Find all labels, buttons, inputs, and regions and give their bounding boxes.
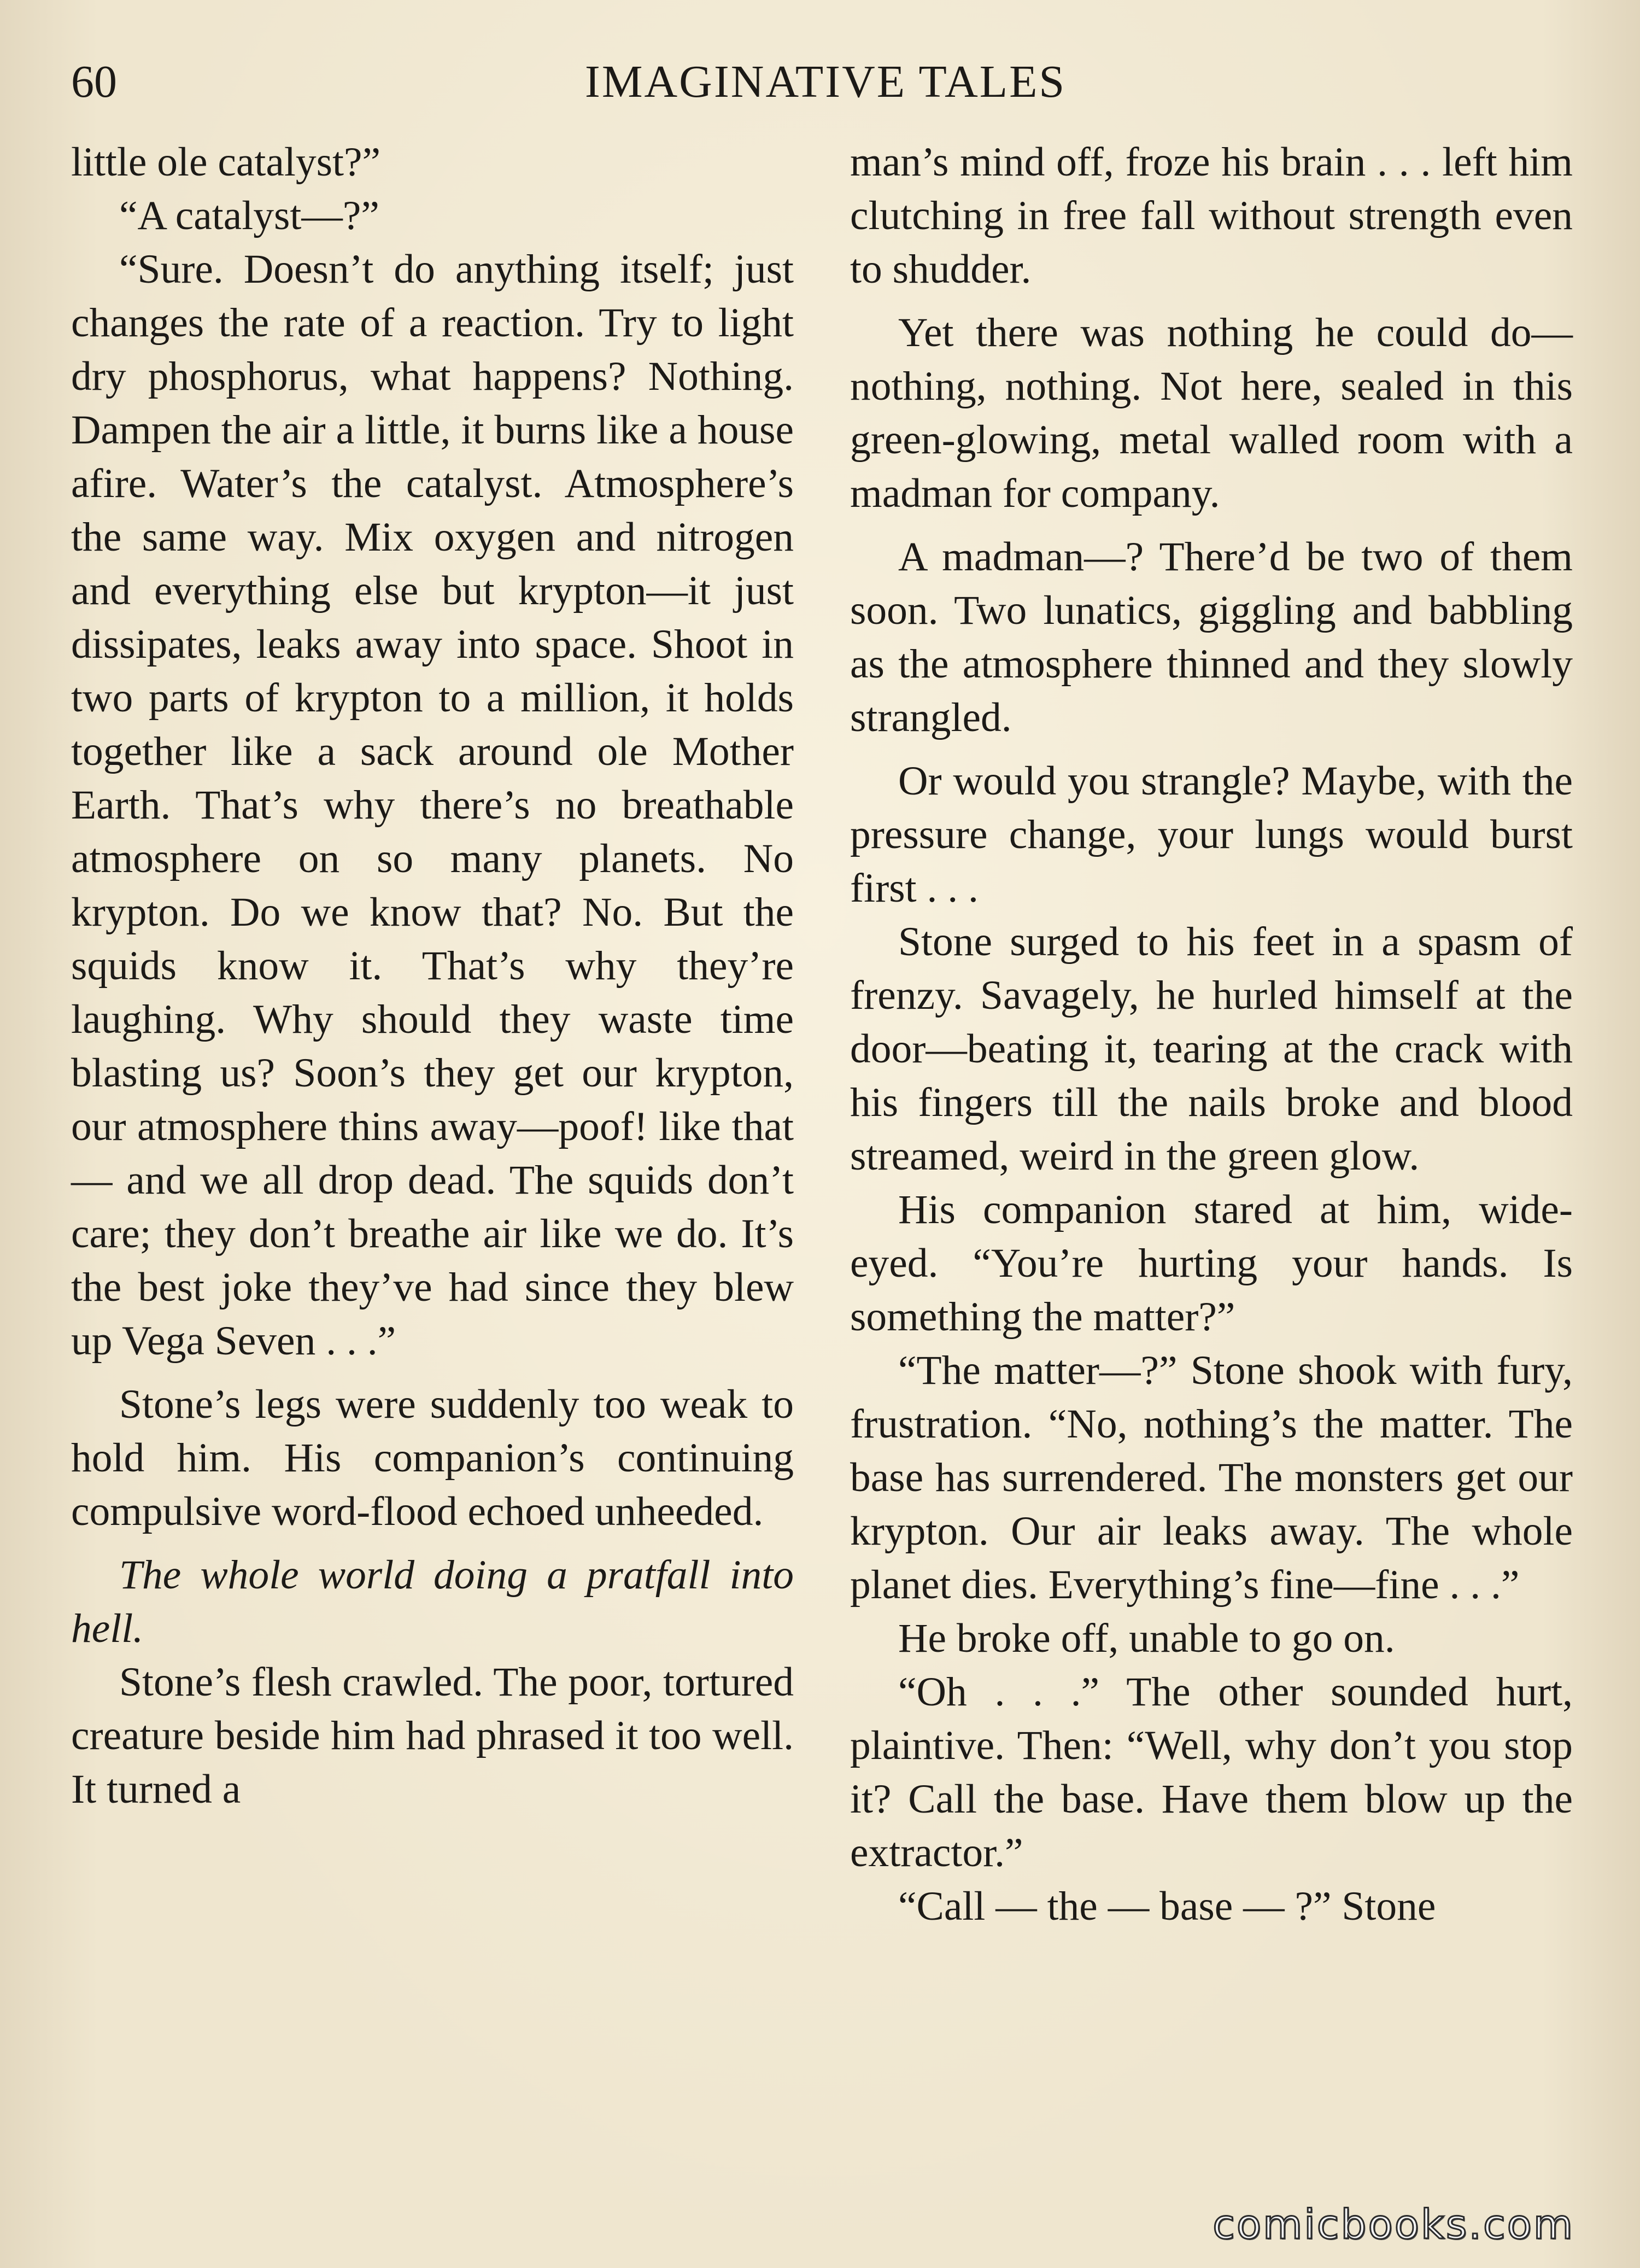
paragraph: “A catalyst—?”: [119, 193, 379, 238]
paragraph: Stone surged to his feet in a spasm of frenzy. Savagely, he hurled himself at the door—beating it, tearing at the crack with his fingers till the nails broke and blood streamed, weird in the green glow.: [850, 919, 1573, 1179]
paragraph: “Oh . . .” The other sounded hurt, plaintive. Then: “Well, why don’t you stop it? Call the base. Have them blow up the extractor.”: [850, 1669, 1573, 1875]
paragraph: Stone’s legs were suddenly too weak to hold him. His companion’s continuing compulsive word-flood echoed unheeded.: [71, 1382, 794, 1534]
right-text-column: [850, 136, 1573, 1933]
paragraph: The whole world doing a pratfall into hell.: [71, 1552, 794, 1651]
paragraph: Stone’s flesh crawled. The poor, tortured creature beside him had phrased it too well. It turned a: [71, 1659, 794, 1812]
paragraph: “The matter—?” Stone shook with fury, frustration. “No, nothing’s the matter. The base has surrendered. The monsters get our krypton. Our air leaks away. The whole planet dies. Everything’s fine—fine . . .”: [850, 1348, 1573, 1608]
paragraph: Or would you strangle? Maybe, with the pressure change, your lungs would burst first . . .: [850, 758, 1573, 911]
paragraph: man’s mind off, froze his brain . . . left him clutching in free fall without strength even to shudder.: [850, 139, 1573, 292]
paragraph: “Call — the — base — ?” Stone: [898, 1884, 1436, 1929]
page-header: [71, 52, 1580, 112]
paragraph: He broke off, unable to go on.: [898, 1616, 1395, 1661]
left-text-column: [71, 136, 794, 1816]
watermark-logo: comicbooks.com: [1213, 2201, 1574, 2248]
page-number: 60: [71, 56, 117, 107]
paragraph: A madman—? There’d be two of them soon. Two lunatics, giggling and babbling as the atmosphere thinned and they slowly strangled.: [850, 534, 1573, 740]
running-title: IMAGINATIVE TALES: [584, 56, 1067, 107]
paragraph: little ole catalyst?”: [71, 139, 380, 185]
paragraph: His companion stared at him, wide-eyed. “You’re hurting your hands. Is something the matter?”: [850, 1187, 1573, 1340]
paragraph: Yet there was nothing he could do—nothing, nothing. Not here, sealed in this green-glowing, metal walled room with a madman for company.: [850, 310, 1573, 516]
paragraph: “Sure. Doesn’t do anything itself; just changes the rate of a reaction. Try to light dry phosphorus, what happens? Nothing. Dampen the air a little, it burns like a house afire. Water’s the catalyst. Atmosphere’s the same way. Mix oxygen and nitrogen and everything else but krypton—it just dissipates, leaks away into space. Shoot in two parts of krypton to a million, it holds together like a sack around ole Mother Earth. That’s why there’s no breathable atmosphere on so many planets. No krypton. Do we know that? No. But the squids know it. That’s why they’re laughing. Why should they waste time blasting us? Soon’s they get our krypton, our atmosphere thins away—poof! like that— and we all drop dead. The squids don’t care; they don’t breathe air like we do. It’s the best joke they’ve had since they blew up Vega Seven . . .”: [71, 247, 794, 1364]
